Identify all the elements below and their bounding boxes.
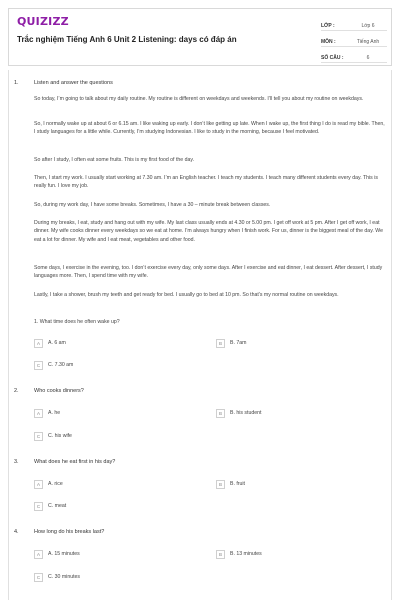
option-c[interactable] bbox=[34, 431, 72, 441]
option-b[interactable] bbox=[216, 479, 245, 489]
passage-paragraph: Lastly, I take a shower, brush my teeth and get ready for bed. I usually go to bed at 10 pm. So that’s my normal routine on weekdays. bbox=[34, 292, 339, 298]
meta-row-count bbox=[321, 49, 387, 63]
option-text: A. he bbox=[48, 410, 61, 416]
passage-paragraph: So after I study, I often eat some fruits. This is my first food of the day. bbox=[34, 157, 195, 163]
option-letter-box: A bbox=[34, 480, 43, 489]
passage-paragraph: Some days, I exercise in the evening, too. I don’t exercise every day, only some days. After I exercise and eat dinner, I eat dessert. After dessert, I study languages more. Then, I spend time with my wife. bbox=[34, 265, 383, 280]
passage-paragraph: So, I normally wake up at about 6 or 6.15 am. I like waking up early. I don’t like getting up late. When I wake up, the first thing I do is read my bible. Then, I study languages for a little while. Currently, I’m studying Indonesian. I like to study in the morning, because I feel motivated. bbox=[34, 121, 385, 136]
option-a[interactable] bbox=[34, 408, 60, 418]
meta-table bbox=[321, 17, 387, 65]
question-text: How long do his breaks last? bbox=[34, 529, 105, 535]
option-text: B. his student bbox=[230, 410, 262, 416]
passage-paragraph: So, during my work day, I have some breaks. Sometimes, I have a 30 – minute break between classes. bbox=[34, 202, 271, 208]
option-c[interactable] bbox=[34, 360, 73, 370]
worksheet-header bbox=[8, 8, 392, 66]
question-number: 2. bbox=[14, 388, 19, 394]
option-letter-box: B bbox=[216, 480, 225, 489]
option-letter-box: A bbox=[34, 339, 43, 348]
question-number: 1. bbox=[14, 80, 19, 86]
option-letter-box: C bbox=[34, 361, 43, 370]
option-a[interactable] bbox=[34, 549, 80, 559]
option-c[interactable] bbox=[34, 501, 66, 511]
passage-paragraph: Then, I start my work. I usually start working at 7.30 am. I’m an English teacher. I teach my students. I teach many different students every day. This is really fun. I love my job. bbox=[34, 175, 378, 190]
sub-question-text: 1. What time does he often wake up? bbox=[34, 319, 120, 325]
option-text: B. 13 minutes bbox=[230, 551, 262, 557]
meta-key: MÔN : bbox=[321, 39, 336, 45]
option-letter-box: A bbox=[34, 550, 43, 559]
option-text: C. his wife bbox=[48, 433, 72, 439]
meta-value: Lớp 6 bbox=[361, 23, 375, 29]
meta-key: LỚP : bbox=[321, 23, 335, 29]
option-text: A. 6 am bbox=[48, 340, 66, 346]
option-letter-box: B bbox=[216, 550, 225, 559]
quizizz-logo: QUIZIZZ bbox=[17, 15, 69, 28]
meta-key: SỐ CÂU : bbox=[321, 55, 344, 61]
option-b[interactable] bbox=[216, 549, 262, 559]
option-text: C. 30 minutes bbox=[48, 574, 81, 580]
option-letter-box: B bbox=[216, 339, 225, 348]
meta-row-grade bbox=[321, 17, 387, 31]
passage-paragraph: So today, I’m going to talk about my daily routine. My routine is different on weekdays and weekends. I’ll tell you about my routine on weekdays. bbox=[34, 96, 364, 102]
option-text: B. 7am bbox=[230, 340, 247, 346]
questions-area bbox=[8, 70, 392, 600]
option-a[interactable] bbox=[34, 479, 63, 489]
option-letter-box: B bbox=[216, 409, 225, 418]
question-number: 4. bbox=[14, 529, 19, 535]
option-c[interactable] bbox=[34, 572, 80, 582]
question-text: Listen and answer the questions bbox=[34, 80, 113, 86]
meta-value: Tiếng Anh bbox=[356, 39, 380, 45]
option-letter-box: C bbox=[34, 432, 43, 441]
passage-paragraph: During my breaks, I eat, study and hang out with my wife. My last class usually ends at 4.30 or 5.00 pm. I get off work at 5 pm. After I get off work, I eat dinner. My wife cooks dinner every weekdays so we eat at home. I’m always hungry when I finish work. For us, dinner is the biggest meal of the day. We eat a lot for dinner. My wife and I eat meat, vegetables and other food. bbox=[34, 220, 383, 243]
meta-value: 6 bbox=[366, 55, 370, 61]
option-text: A. rice bbox=[48, 481, 63, 487]
option-letter-box: A bbox=[34, 409, 43, 418]
question-number: 3. bbox=[14, 459, 19, 465]
option-letter-box: C bbox=[34, 502, 43, 511]
page-title: Trắc nghiệm Tiếng Anh 6 Unit 2 Listening: days có đáp án bbox=[17, 35, 237, 44]
option-text: A. 15 minutes bbox=[48, 551, 80, 557]
option-letter-box: C bbox=[34, 573, 43, 582]
option-text: B. fruit bbox=[230, 481, 245, 487]
option-a[interactable] bbox=[34, 338, 66, 348]
option-text: C. 7.30 am bbox=[48, 362, 74, 368]
question-text: What does he eat first in his day? bbox=[34, 459, 116, 465]
option-b[interactable] bbox=[216, 408, 261, 418]
option-text: C. meat bbox=[48, 503, 67, 509]
option-b[interactable] bbox=[216, 338, 246, 348]
meta-row-subject bbox=[321, 33, 387, 47]
question-text: Who cooks dinners? bbox=[34, 388, 84, 394]
